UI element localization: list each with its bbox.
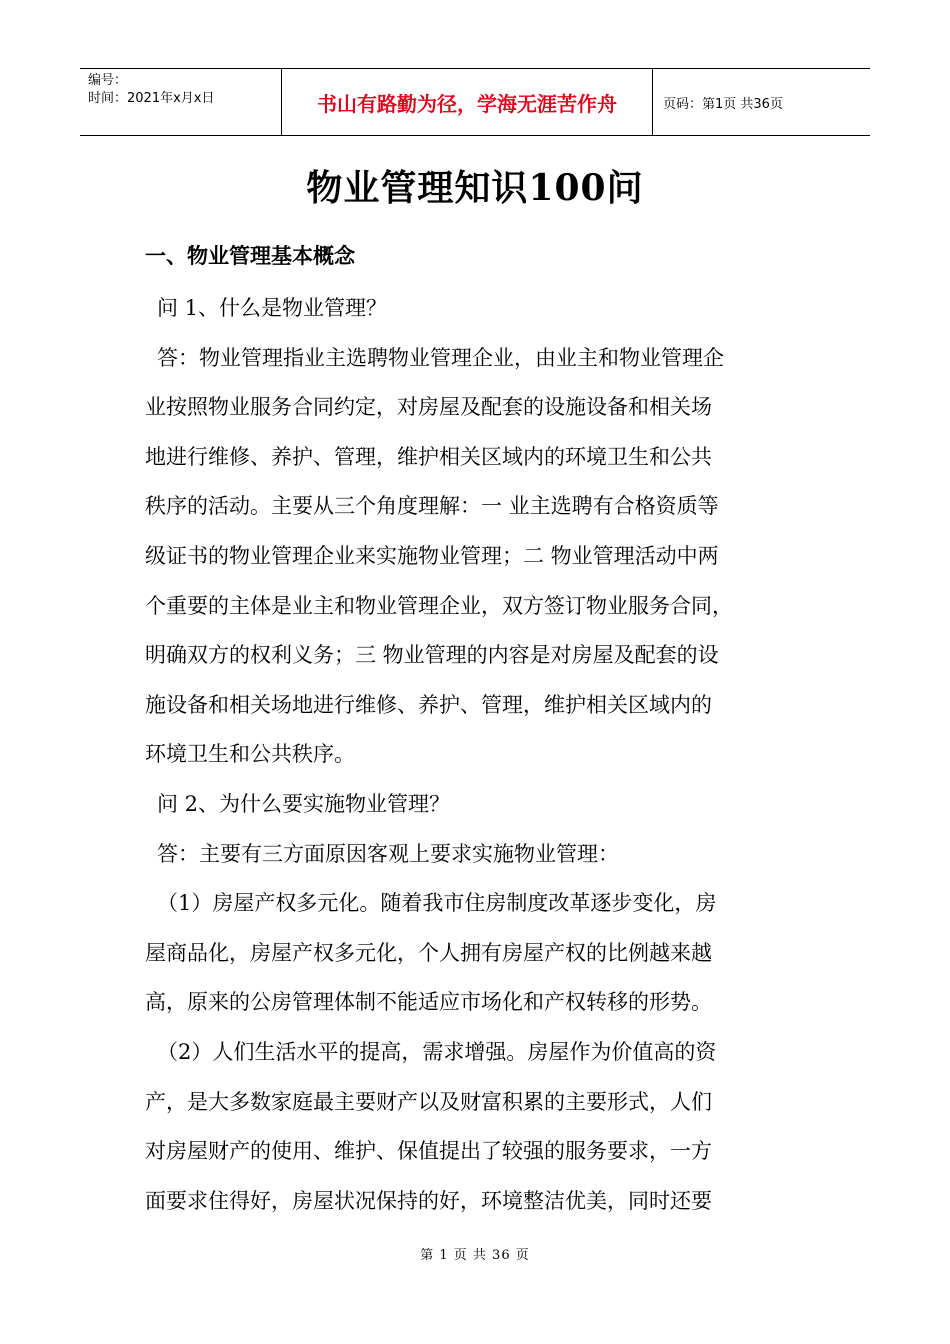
number-label: 编号： (88, 73, 128, 88)
time-label: 时间：2021年x月x日 (88, 91, 215, 106)
body-line: （1）房屋产权多元化。随着我市住房制度改革逐步变化，房 (157, 891, 717, 916)
body-line: 问 1、什么是物业管理？ (157, 296, 388, 320)
body-line: 秩序的活动。主要从三个角度理解：一 业主选聘有合格资质等 (145, 494, 719, 519)
body-line: 答：物业管理指业主选聘物业管理企业，由业主和物业管理企 (157, 345, 724, 370)
body-line: 面要求住得好，房屋状况保持的好，环境整洁优美，同时还要 (145, 1188, 712, 1213)
body-line: 高，原来的公房管理体制不能适应市场化和产权转移的形势。 (145, 990, 712, 1015)
body-line: 产，是大多数家庭最主要财产以及财富积累的主要形式，人们 (145, 1089, 712, 1114)
body-line: 个重要的主体是业主和物业管理企业，双方签订物业服务合同， (145, 593, 733, 618)
page-footer: 第 1 页 共 36 页 (420, 1248, 530, 1263)
header-motto: 书山有路勤为径，学海无涯苦作舟 (282, 69, 653, 135)
document-title: 物业管理知识100问 (306, 167, 644, 209)
body-line: 答：主要有三方面原因客观上要求实施物业管理： (157, 841, 619, 866)
header-page-info: 页码：第1页 共36页 (663, 96, 783, 112)
body-line: 问 2、为什么要实施物业管理？ (157, 791, 451, 816)
body-line: 业按照物业服务合同约定，对房屋及配套的设施设备和相关场 (145, 395, 712, 420)
body-line: 屋商品化，房屋产权多元化，个人拥有房屋产权的比例越来越 (145, 940, 712, 965)
body-line: 环境卫生和公共秩序。 (145, 742, 355, 767)
body-line: 明确双方的权利义务；三 物业管理的内容是对房屋及配套的设 (145, 643, 719, 668)
document-body (145, 284, 805, 1226)
section-heading: 一、物业管理基本概念 (145, 244, 355, 268)
body-line: （2）人们生活水平的提高，需求增强。房屋作为价值高的资 (157, 1039, 717, 1064)
header-meta (80, 69, 282, 135)
body-line: 对房屋财产的使用、维护、保值提出了较强的服务要求，一方 (145, 1139, 712, 1164)
page-header (80, 68, 870, 136)
body-line: 级证书的物业管理企业来实施物业管理；二 物业管理活动中两 (145, 543, 719, 568)
body-line: 地进行维修、养护、管理，维护相关区域内的环境卫生和公共 (145, 444, 712, 469)
body-line: 施设备和相关场地进行维修、养护、管理，维护相关区域内的 (145, 692, 712, 717)
